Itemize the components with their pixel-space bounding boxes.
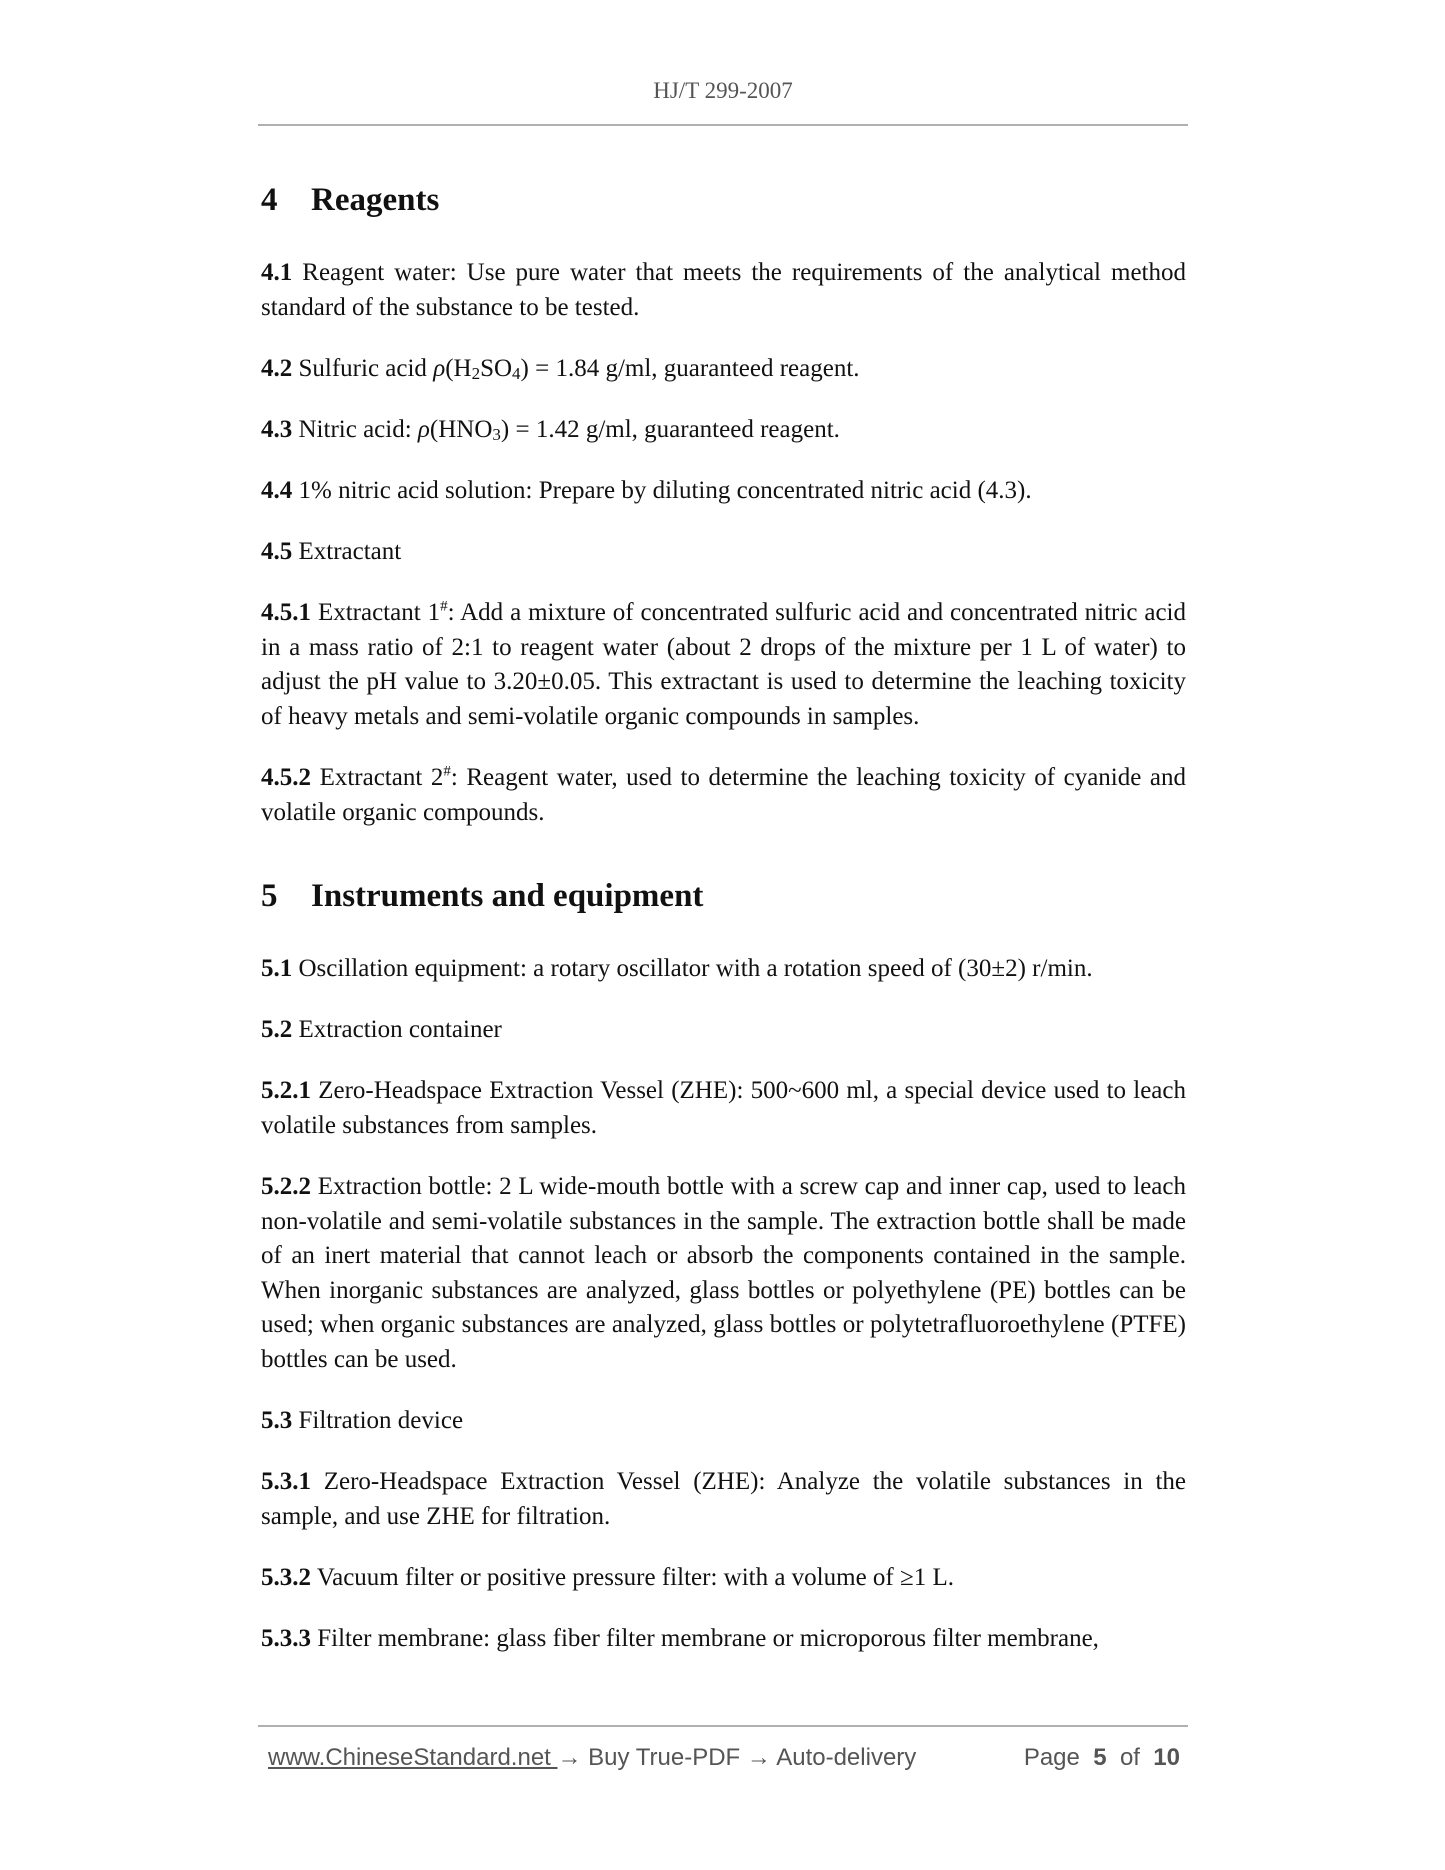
page-label: Page (1023, 1744, 1080, 1771)
section-number: 4 (261, 182, 278, 218)
clause-text: Sulfuric acid (298, 354, 434, 382)
clause-text: Reagent water: Use pure water that meets the requirements of the analytical method standard of the substance to be tested. (261, 259, 1187, 321)
clause-5-3-2 (261, 1561, 1186, 1596)
clause-4-3 (261, 413, 1186, 448)
section-title: Reagents (311, 182, 440, 218)
clause-5-3-1 (261, 1465, 1186, 1534)
clause-5-3 (261, 1404, 1186, 1439)
section-title: Instruments and equipment (311, 878, 704, 915)
page-content (261, 176, 1186, 1657)
clause-4-5-1 (261, 596, 1186, 734)
clause-text: Extractant (298, 537, 402, 565)
clause-number: 4.4 (261, 476, 293, 504)
clause-4-2 (261, 352, 1186, 387)
document-header: HJ/T 299-2007 (653, 78, 793, 103)
clause-5-2-2 (261, 1170, 1186, 1378)
clause-4-5 (261, 535, 1186, 570)
clause-5-1 (261, 952, 1186, 987)
clause-number: 5.2.2 (261, 1173, 311, 1200)
clause-text: (HNO (429, 415, 493, 443)
clause-number: 4.5.1 (261, 599, 311, 627)
superscript: # (443, 763, 451, 780)
footer-divider (258, 1725, 1188, 1727)
clause-4-1 (261, 256, 1186, 325)
clause-number: 4.5 (261, 537, 293, 565)
website-link[interactable]: www.ChineseStandard.net (268, 1744, 558, 1771)
clause-text: 1% nitric acid solution: Prepare by diluting concentrated nitric acid (4.3). (298, 476, 1032, 504)
clause-text: Vacuum filter or positive pressure filter: with a volume of ≥1 L. (316, 1563, 954, 1591)
current-page: 5 (1093, 1744, 1107, 1771)
rho-symbol: ρ (417, 415, 430, 443)
clause-number: 4.5.2 (261, 763, 311, 791)
clause-text: Extractant 2 (319, 763, 444, 791)
clause-text: Extraction bottle: 2 L wide-mouth bottle with a screw cap and inner cap, used to leach non-volatile and semi-volatile substances in the sample. The extraction bottle shall be made of an inert material that cannot leach or absorb the components contained in the sample. When inorganic substances are analyzed, glass bottles or polyethylene (PE) bottles can be used; when organic substances are analyzed, glass bottles or polytetrafluoroethylene (PTFE) bottles can be used. (261, 1173, 1186, 1373)
clause-text: Zero-Headspace Extraction Vessel (ZHE): Analyze the volatile substances in the sample, and use ZHE for filtration. (261, 1468, 1186, 1530)
clause-number: 5.1 (261, 955, 293, 983)
section-heading-5 (261, 872, 1186, 920)
clause-5-2 (261, 1013, 1186, 1048)
header-divider (258, 124, 1188, 126)
page-footer (268, 1744, 1180, 1772)
clause-5-3-3 (261, 1622, 1186, 1657)
clause-text: Nitric acid: (298, 415, 418, 443)
clause-text: ) = 1.84 g/ml, guaranteed reagent. (520, 354, 860, 382)
clause-number: 5.3.3 (261, 1624, 311, 1652)
clause-text: (H (445, 354, 472, 382)
clause-text: Extractant 1 (317, 599, 441, 627)
clause-4-4 (261, 474, 1186, 509)
clause-number: 5.3 (261, 1407, 293, 1435)
section-number: 5 (261, 878, 278, 915)
clause-text: SO (480, 354, 513, 382)
footer-promo (268, 1744, 916, 1772)
clause-text: Oscillation equipment: a rotary oscillator with a rotation speed of (30±2) r/min. (298, 955, 1093, 983)
clause-text: Extraction container (298, 1016, 502, 1044)
clause-text: : Reagent water, used to determine the leaching toxicity of cyanide and volatile organic compounds. (261, 763, 1187, 826)
clause-text: Filtration device (298, 1407, 464, 1435)
clause-number: 5.2 (261, 1016, 293, 1044)
subscript: 3 (492, 424, 501, 444)
clause-number: 4.2 (261, 354, 293, 382)
clause-number: 5.3.1 (261, 1468, 311, 1496)
clause-text: Filter membrane: glass fiber filter membrane or microporous filter membrane, (317, 1624, 1099, 1652)
of-label: of (1119, 1744, 1140, 1771)
footer-promo-text: → Buy True-PDF → Auto-delivery (557, 1744, 917, 1771)
clause-number: 4.1 (261, 259, 293, 286)
clause-number: 5.2.1 (261, 1077, 311, 1105)
rho-symbol: ρ (433, 354, 446, 382)
clause-text: Zero-Headspace Extraction Vessel (ZHE): 500~600 ml, a special device used to leach volatile substances from samples. (261, 1077, 1186, 1139)
total-pages: 10 (1153, 1744, 1180, 1771)
clause-4-5-2 (261, 761, 1186, 830)
page-indicator (1024, 1744, 1180, 1772)
subscript: 4 (512, 363, 521, 383)
clause-number: 4.3 (261, 415, 293, 443)
clause-text: : Add a mixture of concentrated sulfuric acid and concentrated nitric acid in a mass ratio of 2:1 to reagent water (about 2 drops of the mixture per 1 L of water) to adjust the pH value to 3.20±0.05. This extractant is used to determine the leaching toxicity of heavy metals and semi-volatile organic compounds in samples. (261, 599, 1186, 730)
section-heading-4 (261, 176, 1186, 224)
clause-number: 5.3.2 (261, 1563, 311, 1591)
clause-text: ) = 1.42 g/ml, guaranteed reagent. (500, 415, 840, 443)
subscript: 2 (471, 363, 481, 383)
clause-5-2-1 (261, 1074, 1186, 1143)
superscript: # (440, 598, 448, 615)
